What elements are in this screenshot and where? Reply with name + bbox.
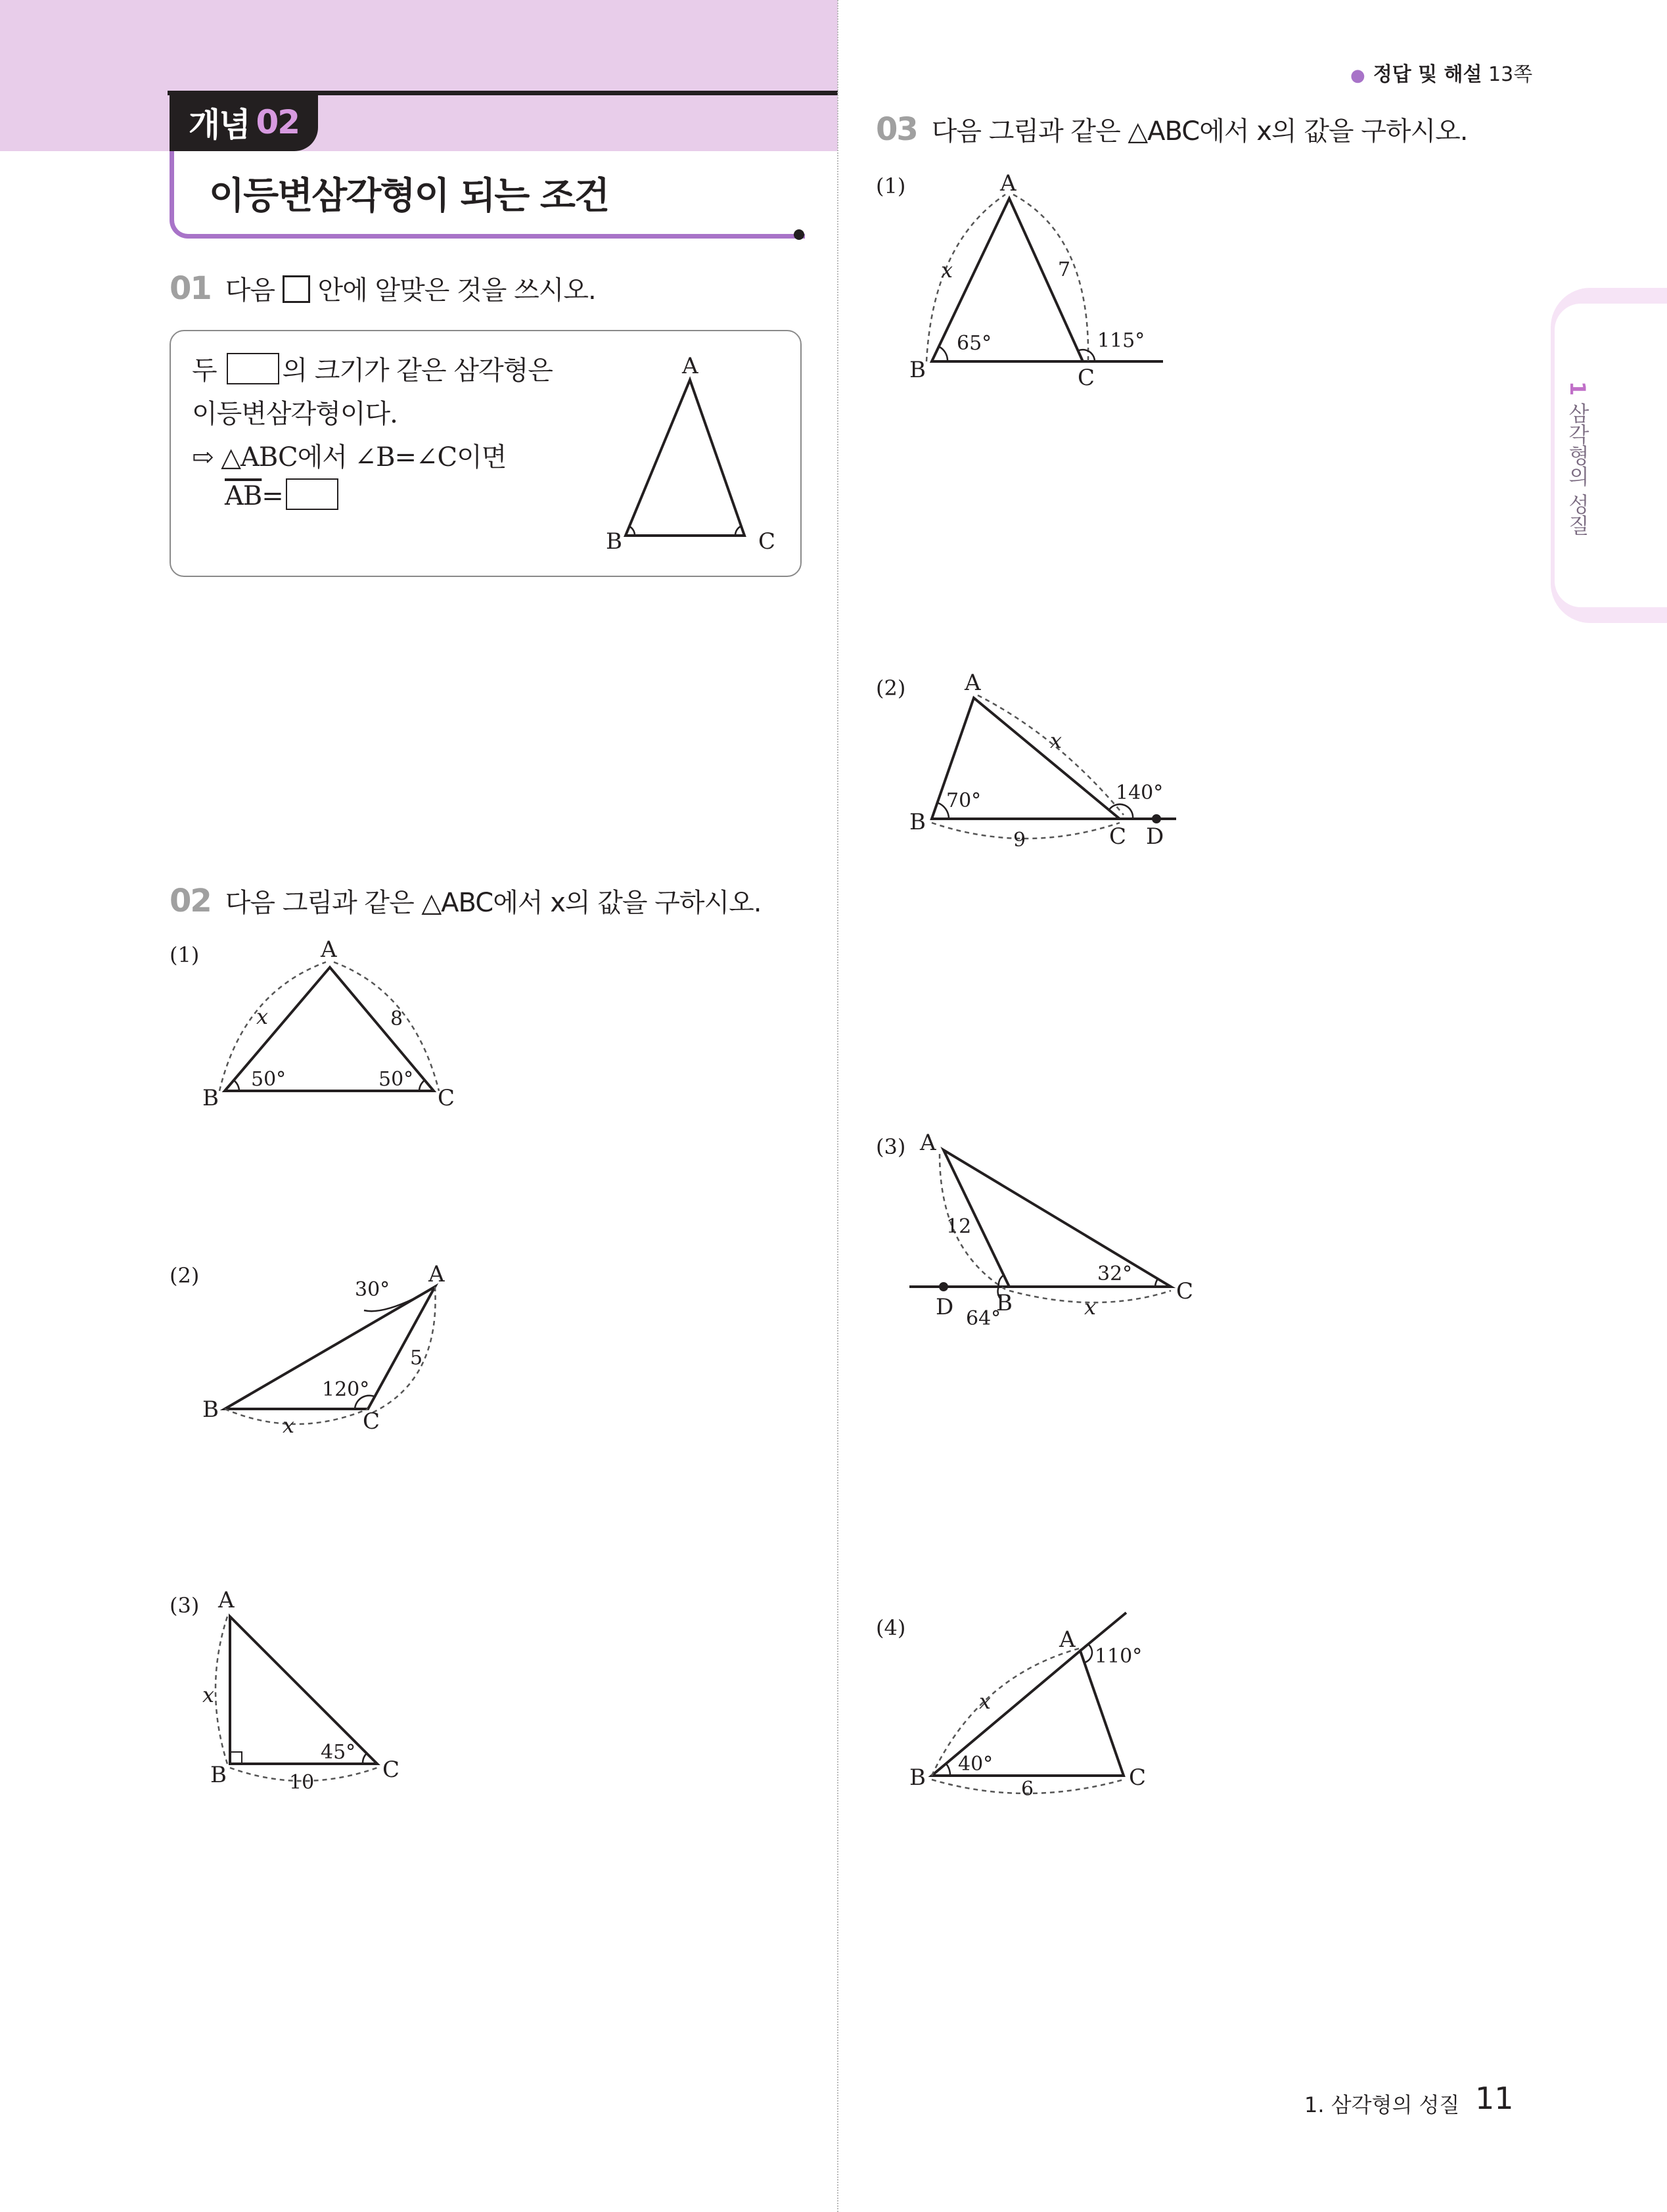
bullet-icon: ● [1350,66,1365,85]
q03-1-angle-b: 65° [957,332,992,355]
column-divider [837,0,838,2212]
q03-part4-label: (4) [876,1615,906,1640]
q03-part2-figure [900,664,1196,861]
q02-1-angle-c: 50° [378,1068,414,1091]
q02-1-side-ac: 8 [390,1007,403,1030]
chapter-tab-label [1563,381,1593,536]
q03-2-angle-b: 70° [946,789,982,812]
q01-header [170,269,596,307]
chapter-tab-number: 1 [1565,381,1590,396]
q02-part1-label: (1) [170,942,200,967]
q03-4-angle-ext: 110° [1095,1645,1143,1668]
segment-ab: $\overline{AB}$ [225,481,262,511]
q03-3-angle-c: 32° [1097,1262,1133,1285]
q03-3-label-b: B [996,1290,1013,1316]
q03-2-point-d [1152,814,1161,823]
q01-prompt [225,269,596,307]
q02-1-label-a: A [321,936,337,963]
title-dot [794,229,804,240]
q03-part3-label: (3) [876,1134,906,1159]
footer-chapter: 1. 삼각형의 성질 [1304,2092,1460,2117]
answer-ref-label: 정답 및 해설 [1373,63,1482,86]
answer-reference [1350,58,1532,87]
q01-line1-after: 의 크기가 같은 삼각형은 [282,356,553,386]
q02-3-arc-c [363,1753,367,1764]
header-band [0,0,838,151]
page-number: 11 [1475,2081,1514,2116]
q02-2-label-c: C [363,1408,380,1435]
q03-4-arc-b [946,1764,950,1776]
q03-3-point-d [939,1282,948,1291]
q02-part2-figure [191,1249,480,1446]
q03-part2-label: (2) [876,676,906,701]
q03-2-label-d: D [1146,823,1164,850]
q03-3-label-a: A [920,1130,936,1156]
q03-1-side-ac: 7 [1058,258,1071,281]
q02-2-label-a: A [428,1261,445,1287]
concept-label: 개념 [188,106,250,144]
q02-part1-figure [191,933,480,1117]
q02-2-angle-c: 120° [322,1378,370,1401]
q01-prompt-before: 다음 [225,275,275,306]
q01-prompt-after: 안에 알맞은 것을 쓰시오. [317,275,596,306]
q03-3-label-d: D [936,1294,954,1320]
q02-1-label-b: B [202,1085,219,1111]
q03-prompt: 다음 그림과 같은 △ABC에서 x의 값을 구하시오. [931,116,1468,147]
q03-part1-label: (1) [876,173,906,198]
q03-2-side-ac: x [1050,728,1062,753]
q03-part3-figure [900,1117,1216,1341]
q03-part1-figure [900,164,1183,401]
q03-3-side-bc: x [1084,1295,1097,1320]
q02-2-side-ac: 5 [410,1347,423,1370]
chapter-tab-title: 삼각형의 성질 [1565,402,1590,536]
q01-figure [591,342,788,559]
q01-number: 01 [170,269,211,307]
equals-sign: = [262,481,283,511]
q02-3-dash-ab [216,1617,227,1764]
q03-2-side-bc: 9 [1013,829,1026,852]
q03-4-angle-b: 40° [958,1753,993,1776]
q03-header [876,110,1468,148]
q03-2-dash-ac [978,695,1124,815]
q03-1-label-a: A [1000,170,1016,196]
q02-2-dash-bc [225,1409,368,1424]
q01-label-b: B [606,528,622,555]
q02-1-arc-c [419,1080,424,1091]
q01-line3: ⇨ △ABC에서 ∠B=∠C이면 [192,442,507,472]
q01-line2: 이등변삼각형이다. [192,399,398,429]
q01-line1 [192,350,553,387]
q03-2-label-c: C [1109,823,1127,850]
blank-box-icon [283,275,310,303]
q03-2-label-b: B [909,809,926,835]
q02-2-label-b: B [202,1396,219,1423]
q02-3-angle-c: 45° [321,1741,356,1764]
q02-3-label-a: A [218,1587,235,1613]
q02-1-label-c: C [438,1085,455,1111]
concept-number: 02 [256,103,300,141]
q03-part4-figure [900,1603,1202,1820]
q01-label-c: C [758,528,776,555]
q03-4-side-bc: 6 [1021,1778,1034,1801]
q03-1-side-ab: x [941,258,953,283]
answer-ref-page: 13쪽 [1488,63,1533,86]
section-title: 이등변삼각형이 되는 조건 [209,175,609,218]
q01-angle-b-arc [629,526,635,536]
q03-4-side-ab: x [979,1689,992,1714]
q03-2-angle-ext: 140° [1116,781,1164,804]
q02-3-side-bc: 10 [289,1771,315,1794]
q02-1-arc-b [234,1080,239,1091]
q01-line1-before: 두 [192,356,217,386]
q01-line4 [225,478,341,511]
q02-3-label-c: C [382,1757,400,1783]
q02-3-label-b: B [210,1762,227,1788]
q03-3-angle-ext: 64° [966,1307,1001,1330]
q03-2-label-a: A [965,670,981,696]
q02-number: 02 [170,882,211,919]
q02-prompt: 다음 그림과 같은 △ABC에서 x의 값을 구하시오. [225,888,762,918]
q02-header [170,882,762,919]
concept-badge [170,93,318,151]
q03-4-label-c: C [1129,1764,1147,1791]
q03-1-dash-ac [1013,195,1088,361]
q03-4-label-b: B [909,1764,926,1791]
q02-2-angle-a: 30° [355,1278,390,1301]
q01-label-a: A [682,353,698,379]
right-angle-icon [230,1752,242,1764]
q03-3-label-c: C [1176,1278,1194,1304]
q02-part2-label: (2) [170,1263,200,1288]
q03-3-side-ab: 12 [946,1215,972,1238]
q01-triangle [626,380,744,536]
q02-1-angle-b: 50° [251,1068,286,1091]
answer-blank-2[interactable] [286,478,338,510]
q01-angle-c-arc [735,526,741,536]
q03-1-label-c: C [1078,365,1095,391]
q03-number: 03 [876,110,917,148]
q03-1-label-b: B [909,357,926,383]
q02-part3-figure [191,1584,427,1794]
q03-4-label-a: A [1059,1626,1076,1653]
q02-2-side-bc: x [283,1413,295,1438]
q02-part3-label: (3) [170,1593,200,1618]
q03-1-angle-ext: 115° [1097,329,1145,352]
q02-1-side-ab: x [256,1004,269,1029]
q02-3-side-ab: x [202,1682,215,1707]
q03-1-arc-b [940,347,948,361]
answer-blank-1[interactable] [227,353,279,384]
